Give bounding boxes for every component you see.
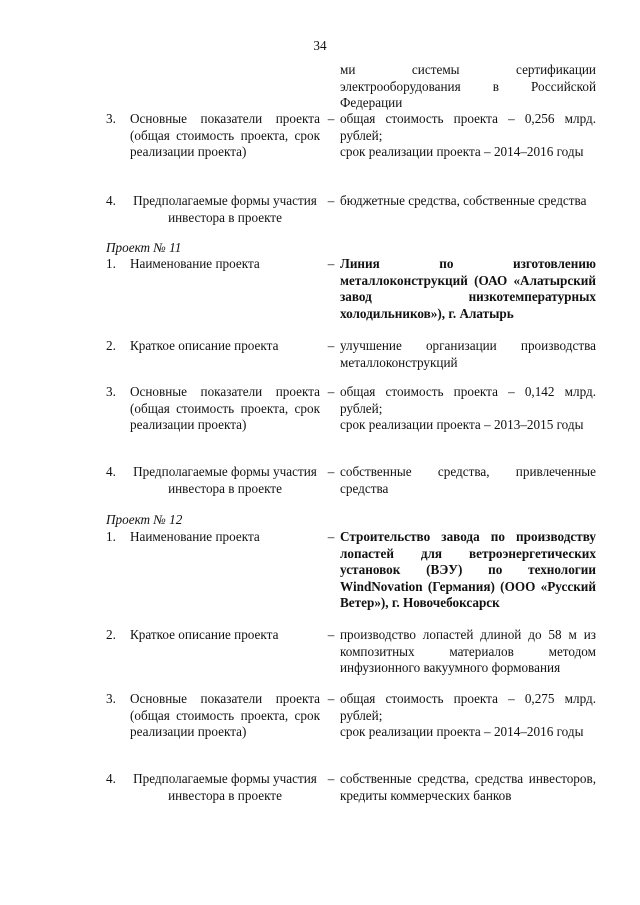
- row-value: Строительство завода по производству лопастей для ветроэнергетических установок (ВЭУ) по технологии WindNovation (Германия) (ООО «Русский Ветер»), г. Новочебоксарск: [340, 529, 596, 610]
- row-dash: –: [327, 338, 335, 353]
- row-number: 3.: [106, 111, 116, 126]
- row-label: Основные показатели проекта (общая стоимость проекта, срок реализации проекта): [130, 691, 320, 739]
- row-label: Краткое описание проекта: [130, 627, 279, 642]
- continuation-text: ми системы сертификации электрооборудования в Российской Федерации: [340, 62, 596, 110]
- row-label: Предполагаемые формы участия инвестора в проекте: [133, 771, 317, 803]
- row-value: [340, 111, 596, 161]
- row-value-line2: срок реализации проекта – 2014–2016 годы: [340, 724, 584, 739]
- row-value: Линия по изготовлению металлоконструкций (ОАО «Алатырский завод низкотемпературных холодильников»), г. Алатырь: [340, 256, 596, 321]
- row-number: 1.: [106, 529, 116, 544]
- row-value: собственные средства, привлеченные средства: [340, 464, 596, 496]
- row-number: 2.: [106, 338, 116, 353]
- row-value: собственные средства, средства инвесторов, кредиты коммерческих банков: [340, 771, 596, 803]
- row-dash: –: [327, 771, 335, 786]
- row-label: Наименование проекта: [130, 256, 260, 271]
- row-number: 3.: [106, 384, 116, 399]
- row-label: Предполагаемые формы участия инвестора в проекте: [133, 464, 317, 496]
- row-label: Основные показатели проекта (общая стоимость проекта, срок реализации проекта): [130, 111, 320, 159]
- row-value: бюджетные средства, собственные средства: [340, 193, 587, 208]
- project-12-heading: Проект № 12: [106, 512, 183, 527]
- project-11-heading: Проект № 11: [106, 240, 182, 255]
- row-dash: –: [327, 627, 335, 642]
- row-value-line1: общая стоимость проекта – 0,142 млрд. рублей;: [340, 384, 596, 416]
- row-label: Основные показатели проекта (общая стоимость проекта, срок реализации проекта): [130, 384, 320, 432]
- row-number: 3.: [106, 691, 116, 706]
- row-dash: –: [327, 384, 335, 399]
- row-number: 4.: [106, 464, 116, 479]
- row-value: производство лопастей длиной до 58 м из композитных материалов методом инфузионного вакуумного формования: [340, 627, 596, 675]
- row-dash: –: [327, 691, 335, 706]
- row-number: 4.: [106, 193, 116, 208]
- row-value: [340, 384, 596, 434]
- row-dash: –: [327, 256, 335, 271]
- row-number: 2.: [106, 627, 116, 642]
- row-dash: –: [327, 464, 335, 479]
- row-dash: –: [327, 529, 335, 544]
- page-number: 34: [313, 38, 327, 53]
- row-number: 4.: [106, 771, 116, 786]
- row-label: Наименование проекта: [130, 529, 260, 544]
- row-value-line2: срок реализации проекта – 2014–2016 годы: [340, 144, 584, 159]
- row-value: [340, 691, 596, 741]
- row-number: 1.: [106, 256, 116, 271]
- row-dash: –: [327, 193, 335, 208]
- row-value-line1: общая стоимость проекта – 0,256 млрд. рублей;: [340, 111, 596, 143]
- row-value-line2: срок реализации проекта – 2013–2015 годы: [340, 417, 584, 432]
- row-value-line1: общая стоимость проекта – 0,275 млрд. рублей;: [340, 691, 596, 723]
- row-value: улучшение организации производства металлоконструкций: [340, 338, 596, 370]
- row-dash: –: [327, 111, 335, 126]
- row-label: Краткое описание проекта: [130, 338, 279, 353]
- row-label: Предполагаемые формы участия инвестора в проекте: [133, 193, 317, 225]
